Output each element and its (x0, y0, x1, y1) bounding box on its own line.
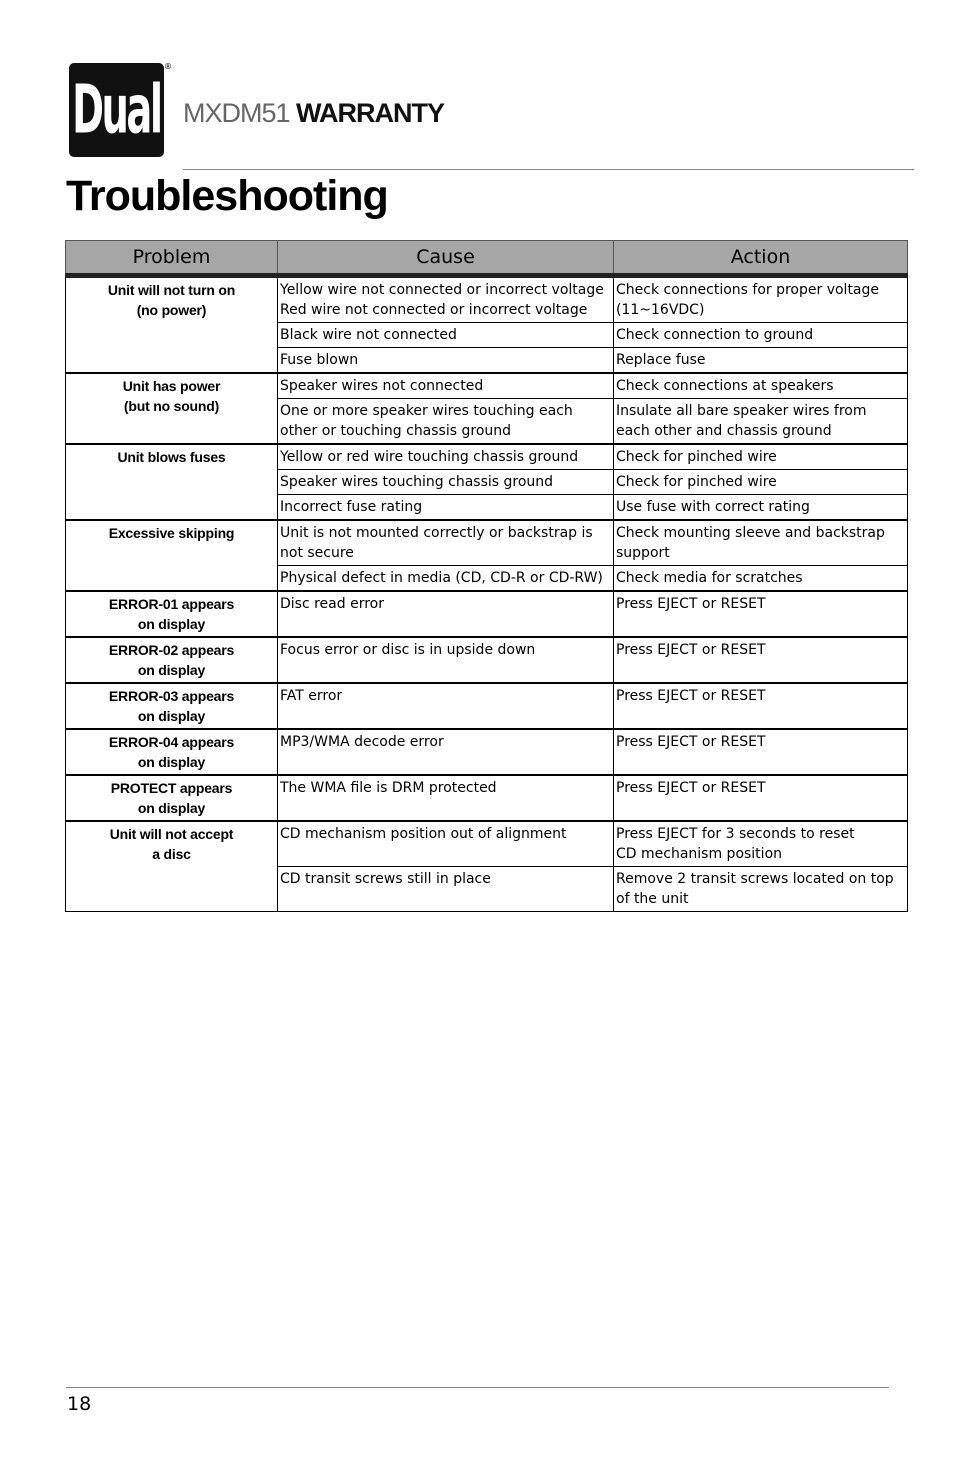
table-row (66, 775, 908, 821)
cause-text: Yellow or red wire touching chassis ground (280, 449, 579, 465)
problem-text: Excessive skipping (108, 525, 235, 541)
action-text: Check for pinched wire (616, 474, 777, 490)
cause-text: Speaker wires touching chassis ground (280, 474, 554, 490)
action-cell (614, 683, 908, 729)
problem-text: on display (137, 616, 206, 632)
section-name: WARRANTY (296, 98, 445, 128)
table-row (66, 821, 908, 867)
cause-cell (278, 637, 614, 683)
cause-cell (278, 444, 614, 470)
table-row (66, 444, 908, 470)
problem-text: on display (137, 662, 206, 678)
problem-text: on display (137, 754, 206, 770)
problem-cell (66, 775, 278, 821)
cause-cell (278, 867, 614, 912)
cause-cell (278, 775, 614, 821)
action-text: Press EJECT or RESET (616, 688, 766, 704)
action-text: of the unit (616, 891, 689, 907)
problem-text: ERROR-04 appears (108, 734, 235, 750)
cause-text: Speaker wires not connected (280, 378, 484, 394)
action-cell (614, 399, 908, 445)
action-cell (614, 373, 908, 399)
page-number: 18 (67, 1393, 92, 1415)
problem-text: PROTECT appears (110, 780, 233, 796)
action-cell (614, 566, 908, 592)
action-cell (614, 444, 908, 470)
cause-cell (278, 729, 614, 775)
table-row (66, 683, 908, 729)
action-text: Check for pinched wire (616, 449, 777, 465)
action-cell (614, 348, 908, 374)
action-cell (614, 637, 908, 683)
cause-cell (278, 323, 614, 348)
cause-text: Physical defect in media (CD, CD-R or CD-RW) (280, 570, 603, 586)
cause-text: Yellow wire not connected or incorrect voltage (280, 282, 604, 298)
dual-logo (69, 63, 164, 157)
action-text: Use fuse with correct rating (616, 499, 810, 515)
action-cell (614, 520, 908, 566)
cause-cell (278, 348, 614, 374)
table-row (66, 591, 908, 637)
action-cell (614, 323, 908, 348)
action-cell (614, 591, 908, 637)
cause-cell (278, 520, 614, 566)
problem-text: on display (137, 800, 206, 816)
problem-text: (no power) (136, 302, 207, 318)
cause-text: CD mechanism position out of alignment (280, 826, 567, 842)
cause-cell (278, 821, 614, 867)
problem-cell (66, 444, 278, 520)
cause-cell (278, 683, 614, 729)
problem-text: Unit will not turn on (107, 282, 236, 298)
problem-cell (66, 520, 278, 591)
header-cause: Cause (278, 241, 614, 276)
action-text: Press EJECT or RESET (616, 642, 766, 658)
table-row (66, 373, 908, 399)
problem-text: ERROR-01 appears (108, 596, 235, 612)
table-row (66, 637, 908, 683)
cause-text: CD transit screws still in place (280, 871, 491, 887)
action-text: (11~16VDC) (616, 302, 705, 318)
problem-text: Unit blows fuses (117, 449, 226, 465)
cause-cell (278, 276, 614, 323)
troubleshooting-table (65, 240, 908, 912)
cause-text: One or more speaker wires touching each (280, 403, 573, 419)
action-text: Insulate all bare speaker wires from (616, 403, 867, 419)
problem-cell (66, 729, 278, 775)
problem-text: ERROR-02 appears (108, 642, 235, 658)
action-cell (614, 775, 908, 821)
action-text: support (616, 545, 670, 561)
table-row (66, 520, 908, 566)
cause-text: Unit is not mounted correctly or backstrap is (280, 525, 593, 541)
cause-text: Red wire not connected or incorrect voltage (280, 302, 588, 318)
model-name: MXDM51 (183, 98, 290, 128)
footer-divider (66, 1387, 889, 1388)
cause-cell (278, 495, 614, 521)
problem-text: ERROR-03 appears (108, 688, 235, 704)
problem-text: (but no sound) (123, 398, 220, 414)
cause-text: Focus error or disc is in upside down (280, 642, 536, 658)
problem-text: on display (137, 708, 206, 724)
action-text: each other and chassis ground (616, 423, 832, 439)
cause-text: The WMA file is DRM protected (280, 780, 497, 796)
cause-text: Disc read error (280, 596, 384, 612)
cause-text: Black wire not connected (280, 327, 457, 343)
action-text: Press EJECT or RESET (616, 780, 766, 796)
registered-mark: ® (164, 62, 172, 71)
action-cell (614, 495, 908, 521)
cause-cell (278, 591, 614, 637)
cause-text: MP3/WMA decode error (280, 734, 444, 750)
action-text: Check media for scratches (616, 570, 803, 586)
header-title (183, 98, 444, 129)
problem-text: Unit will not accept (109, 826, 234, 842)
problem-cell (66, 591, 278, 637)
logo-text: Dual (72, 70, 161, 149)
cause-cell (278, 373, 614, 399)
table-body (66, 276, 908, 912)
action-text: Remove 2 transit screws located on top (616, 871, 894, 887)
cause-text: not secure (280, 545, 354, 561)
problem-cell (66, 683, 278, 729)
problem-cell (66, 637, 278, 683)
action-cell (614, 867, 908, 912)
page-title: Troubleshooting (66, 172, 388, 220)
problem-cell (66, 373, 278, 444)
cause-text: other or touching chassis ground (280, 423, 512, 439)
action-cell (614, 276, 908, 323)
problem-text: a disc (152, 846, 191, 862)
action-cell (614, 821, 908, 867)
header-problem: Problem (66, 241, 278, 276)
problem-cell (66, 276, 278, 374)
problem-cell (66, 821, 278, 912)
table-row (66, 729, 908, 775)
cause-text: FAT error (280, 688, 343, 704)
cause-text: Fuse blown (280, 352, 359, 368)
problem-text: Unit has power (122, 378, 221, 394)
action-cell (614, 729, 908, 775)
action-text: Check mounting sleeve and backstrap (616, 525, 885, 541)
header-divider (183, 169, 914, 170)
action-text: Check connections for proper voltage (616, 282, 880, 298)
cause-cell (278, 566, 614, 592)
action-text: Press EJECT or RESET (616, 596, 766, 612)
table-header-row (66, 241, 908, 276)
action-text: Press EJECT for 3 seconds to reset (616, 826, 855, 842)
action-text: Replace fuse (616, 352, 706, 368)
table-row (66, 276, 908, 323)
header-action: Action (614, 241, 908, 276)
action-cell (614, 470, 908, 495)
cause-cell (278, 399, 614, 445)
action-text: CD mechanism position (616, 846, 783, 862)
cause-cell (278, 470, 614, 495)
action-text: Check connections at speakers (616, 378, 834, 394)
action-text: Press EJECT or RESET (616, 734, 766, 750)
cause-text: Incorrect fuse rating (280, 499, 423, 515)
action-text: Check connection to ground (616, 327, 814, 343)
